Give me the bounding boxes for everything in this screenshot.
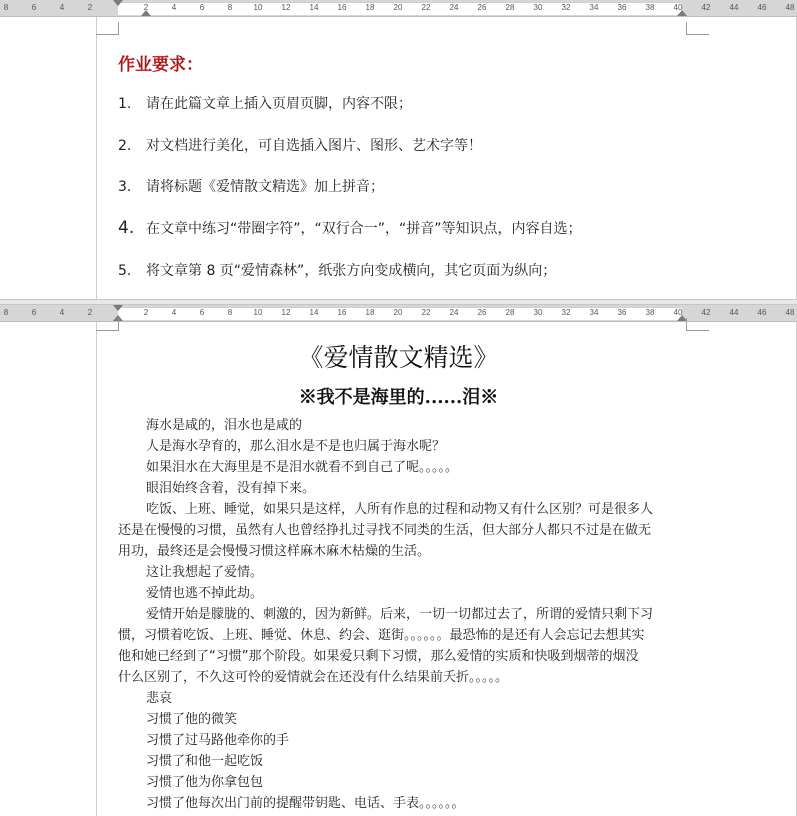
ruler-tick-label: 24 bbox=[449, 3, 459, 12]
ruler-tick-label: 16 bbox=[337, 308, 347, 317]
ruler-tick-label: 8 bbox=[227, 308, 233, 317]
document-line: 悲哀 bbox=[146, 691, 173, 706]
document-line: 习惯了他的微笑 bbox=[146, 712, 238, 727]
ruler-tick-label: 6 bbox=[31, 3, 37, 12]
requirement-number: 5. bbox=[118, 263, 132, 279]
requirement-number: 2. bbox=[118, 138, 132, 154]
horizontal-ruler-page-2[interactable] bbox=[0, 305, 797, 322]
ruler-tick-label: 2 bbox=[143, 3, 149, 12]
ruler-tick-label: 8 bbox=[227, 3, 233, 12]
document-line: 习惯了过马路他牵你的手 bbox=[146, 733, 290, 748]
ruler-tick-label: 4 bbox=[59, 308, 65, 317]
ruler-tick-label: 4 bbox=[171, 3, 177, 12]
document-line: 习惯了他为你拿包包 bbox=[146, 775, 264, 790]
ruler-tick-label: 32 bbox=[561, 308, 571, 317]
ruler-tick-label: 40 bbox=[673, 308, 683, 317]
ruler-tick-label: 46 bbox=[757, 308, 767, 317]
document-line: 人是海水孕育的，那么泪水是不是也归属于海水呢？ bbox=[146, 439, 446, 454]
ruler-tick-label: 6 bbox=[31, 308, 37, 317]
ruler-tick-label: 34 bbox=[589, 3, 599, 12]
ruler-tick-label: 46 bbox=[757, 3, 767, 12]
ruler-tick-label: 2 bbox=[87, 308, 93, 317]
requirement-item-1 bbox=[118, 93, 412, 113]
ruler-tick-label: 2 bbox=[143, 308, 149, 317]
ruler-tick-label: 36 bbox=[617, 308, 627, 317]
document-body[interactable] bbox=[118, 415, 686, 814]
ruler-tick-label: 44 bbox=[729, 3, 739, 12]
ruler-tick-label: 14 bbox=[309, 3, 319, 12]
document-line: 爱情开始是朦胧的、刺激的，因为新鲜。后来，一切一切都过去了，所谓的爱情只剩下习 bbox=[146, 607, 654, 622]
document-line: 用功，最终还是会慢慢习惯这样麻木麻木枯燥的生活。 bbox=[118, 544, 431, 559]
ruler-tick-label: 30 bbox=[533, 308, 543, 317]
requirement-number: 4. bbox=[118, 218, 135, 238]
margin-corner-right bbox=[686, 22, 709, 35]
ruler-tick-label: 42 bbox=[701, 3, 711, 12]
ruler-tick-label: 20 bbox=[393, 308, 403, 317]
ruler-tick-label: 22 bbox=[421, 3, 431, 12]
ruler-tick-label: 42 bbox=[701, 308, 711, 317]
ruler-tick-label: 22 bbox=[421, 308, 431, 317]
requirement-item-3 bbox=[118, 176, 384, 196]
ruler-tick-label: 4 bbox=[171, 308, 177, 317]
ruler-tick-label: 16 bbox=[337, 3, 347, 12]
ruler-tick-label: 6 bbox=[199, 308, 205, 317]
ruler-tick-label: 10 bbox=[253, 308, 263, 317]
first-line-indent-marker[interactable] bbox=[113, 305, 123, 311]
document-line: 海水是咸的，泪水也是咸的 bbox=[146, 418, 303, 433]
ruler-tick-label: 12 bbox=[281, 308, 291, 317]
document-line: 眼泪始终含着，没有掉下来。 bbox=[146, 481, 316, 496]
margin-corner-left bbox=[96, 318, 119, 331]
document-line: 习惯了他每次出门前的提醒带钥匙、电话、手表。。。。。。 bbox=[146, 796, 465, 811]
requirement-item-2 bbox=[118, 135, 482, 155]
document-line: 如果泪水在大海里是不是泪水就看不到自己了呢。。。。。 bbox=[146, 460, 459, 475]
ruler-tick-label: 12 bbox=[281, 3, 291, 12]
requirement-number: 1. bbox=[118, 96, 132, 112]
requirement-number: 3. bbox=[118, 179, 132, 195]
document-line: 习惯了和他一起吃饭 bbox=[146, 754, 264, 769]
ruler-tick-label: 2 bbox=[87, 3, 93, 12]
document-line: 还是在慢慢的习惯，虽然有人也曾经挣扎过寻找不同类的生活，但大部分人都只不过是在做无 bbox=[118, 523, 652, 538]
document-line: 这让我想起了爱情。 bbox=[146, 565, 264, 580]
document-line: 什么区别了，不久这可怜的爱情就会在还没有什么结果前夭折。。。。。 bbox=[118, 670, 509, 685]
requirements-title: 作业要求： bbox=[118, 55, 203, 75]
document-line: 吃饭、上班、睡觉，如果只是这样，人所有作息的过程和动物又有什么区别？可是很多人 bbox=[146, 502, 654, 517]
ruler-tick-label: 38 bbox=[645, 3, 655, 12]
ruler-tick-label: 10 bbox=[253, 3, 263, 12]
ruler-tick-label: 28 bbox=[505, 3, 515, 12]
ruler-tick-label: 18 bbox=[365, 3, 375, 12]
ruler-tick-label: 8 bbox=[3, 3, 9, 12]
document-line: 爱情也逃不掉此劫。 bbox=[146, 586, 264, 601]
document-title: 《爱情散文精选》 bbox=[298, 343, 499, 372]
document-subtitle: ※我不是海里的......泪※ bbox=[298, 387, 499, 408]
requirement-text: 请将标题《爱情散文精选》加上拼音； bbox=[146, 179, 384, 195]
ruler-tick-label: 48 bbox=[785, 308, 795, 317]
ruler-tick-label: 26 bbox=[477, 308, 487, 317]
ruler-tick-label: 38 bbox=[645, 308, 655, 317]
ruler-tick-label: 44 bbox=[729, 308, 739, 317]
ruler-tick-label: 14 bbox=[309, 308, 319, 317]
horizontal-ruler[interactable] bbox=[0, 0, 797, 17]
requirement-item-4 bbox=[118, 218, 582, 238]
requirement-text: 将文章第 8 页“爱情森林”，纸张方向变成横向，其它页面为纵向； bbox=[146, 263, 557, 279]
page-left-edge bbox=[96, 17, 97, 299]
ruler-tick-label: 6 bbox=[199, 3, 205, 12]
ruler-tick-label: 24 bbox=[449, 308, 459, 317]
ruler-tick-label: 30 bbox=[533, 3, 543, 12]
ruler-tick-label: 40 bbox=[673, 3, 683, 12]
requirement-text: 请在此篇文章上插入页眉页脚，内容不限； bbox=[146, 96, 412, 112]
document-line: 惯，习惯着吃饭、上班、睡觉、休息、约会、逛街。。。。。。最恐怖的是还有人会忘记去想其实 bbox=[118, 628, 645, 643]
first-line-indent-marker[interactable] bbox=[113, 0, 123, 6]
margin-corner-right bbox=[686, 318, 709, 331]
requirement-text: 在文章中练习“带圈字符”，“双行合一”，“拼音”等知识点，内容自选； bbox=[146, 221, 582, 237]
ruler-tick-label: 36 bbox=[617, 3, 627, 12]
ruler-tick-label: 34 bbox=[589, 308, 599, 317]
ruler-tick-label: 8 bbox=[3, 308, 9, 317]
ruler-tick-label: 32 bbox=[561, 3, 571, 12]
document-line: 他和她已经到了“习惯”那个阶段。如果爱只剩下习惯，那么爱情的实质和快吸到烟蒂的烟没 bbox=[118, 649, 639, 664]
ruler-tick-label: 18 bbox=[365, 308, 375, 317]
margin-corner-left bbox=[96, 22, 119, 35]
ruler-tick-label: 28 bbox=[505, 308, 515, 317]
ruler-tick-label: 48 bbox=[785, 3, 795, 12]
requirement-item-5 bbox=[118, 260, 556, 280]
ruler-tick-label: 20 bbox=[393, 3, 403, 12]
requirement-text: 对文档进行美化，可自选插入图片、图形、艺术字等！ bbox=[146, 138, 482, 154]
ruler-tick-label: 26 bbox=[477, 3, 487, 12]
ruler-tick-label: 4 bbox=[59, 3, 65, 12]
